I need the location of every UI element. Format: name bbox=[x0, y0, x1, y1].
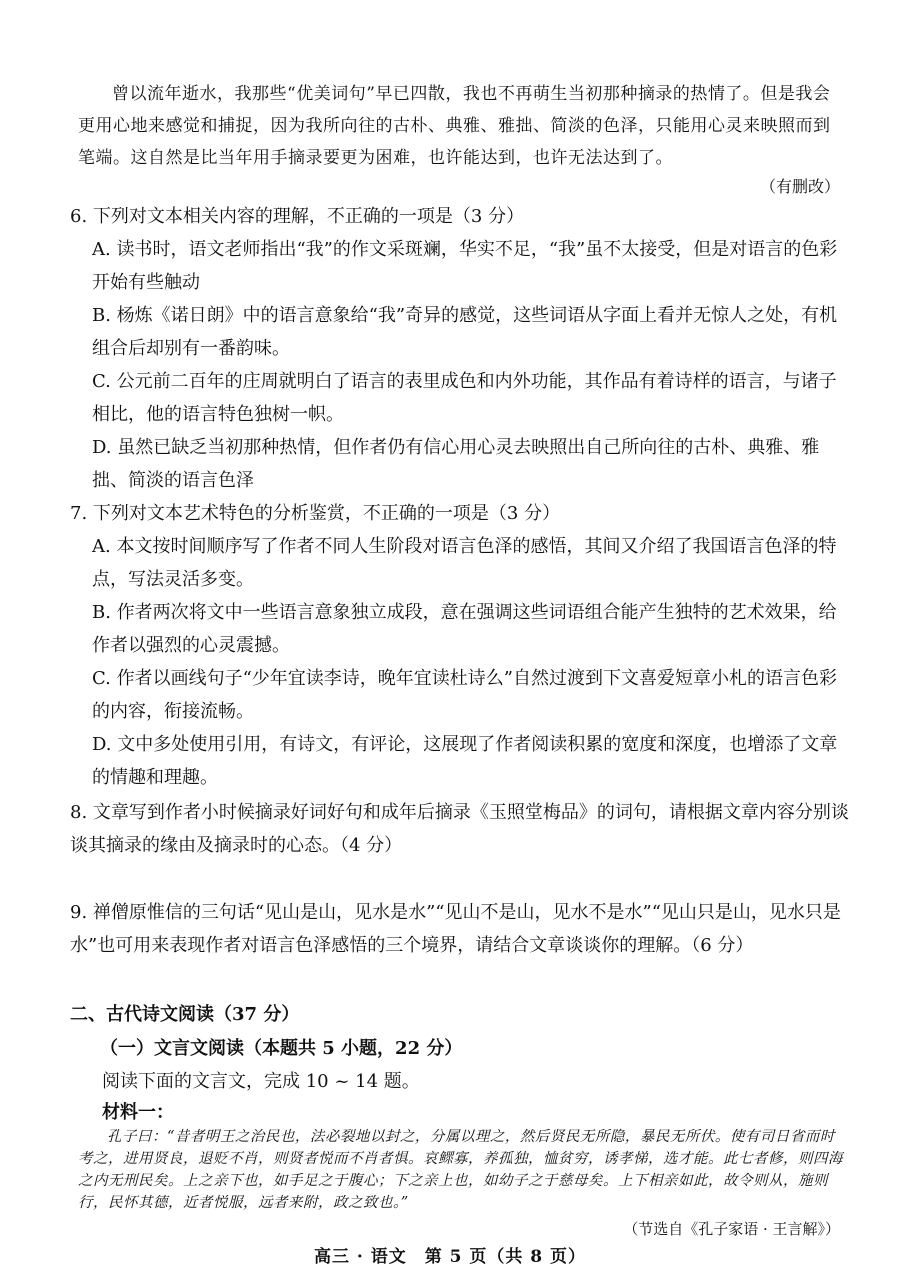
question-7-option-b: B. 作者两次将文中一些语言意象独立成段，意在强调这些词语组合能产生独特的艺术效果，给作者以强烈的心灵震撼。 bbox=[92, 602, 837, 656]
question-7-stem: 7. 下列对文本艺术特色的分析鉴赏，不正确的一项是（3 分） bbox=[70, 503, 561, 524]
question-6-stem: 6. 下列对文本相关内容的理解，不正确的一项是（3 分） bbox=[70, 206, 525, 227]
material-1-source: （节选自《孔子家语 · 王言解》） bbox=[623, 1220, 840, 1238]
material-1-text: 孔子曰：“昔者明王之治民也，法必裂地以封之，分属以理之，然后贤民无所隐，暴民无所伏。使有司日省而时考之，进用贤良，退贬不肖，则贤者悦而不肖者惧。哀鳏寡，养孤独，恤贫穷，诱孝悌，选才能。此七者修，则四海之内无刑民矣。上之亲下也，如手足之于腹心；下之亲上也，如幼子之于慈母矣。上下相亲如此，故令则从，施则行，民怀其德，近者悦服，远者来附，政之致也。” bbox=[78, 1129, 843, 1211]
question-6-option-d: D. 虽然已缺乏当初那种热情，但作者仍有信心用心灵去映照出自己所向往的古朴、典雅、雅拙、简淡的语言色泽 bbox=[92, 437, 820, 491]
question-8-stem: 8. 文章写到作者小时候摘录好词好句和成年后摘录《玉照堂梅品》的词句，请根据文章内容分别谈谈其摘录的缘由及摘录时的心态。（4 分） bbox=[70, 802, 849, 856]
question-6-option-c: C. 公元前二百年的庄周就明白了语言的表里成色和内外功能，其作品有着诗样的语言，与诸子相比，他的语言特色独树一帜。 bbox=[92, 371, 837, 425]
section-2-instruction: 阅读下面的文言文，完成 10 ~ 14 题。 bbox=[102, 1071, 420, 1092]
passage-source-note: （有删改） bbox=[759, 177, 840, 196]
passage-tail-paragraph: 曾以流年逝水，我那些“优美词句”早已四散，我也不再萌生当初那种摘录的热情了。但是我会更用心地来感觉和捕捉，因为我所向往的古朴、典雅、雅拙、简淡的色泽，只能用心灵来映照而到笔端。这自然是比当年用手摘录要更为困难，也许能达到，也许无法达到了。 bbox=[78, 84, 831, 168]
section-2-title: 二、古代诗文阅读（37 分） bbox=[70, 1004, 300, 1025]
question-7-option-a: A. 本文按时间顺序写了作者不同人生阶段对语言色泽的感悟，其间又介绍了我国语言色泽的特点，写法灵活多变。 bbox=[92, 536, 837, 590]
material-1-label: 材料一： bbox=[102, 1102, 174, 1123]
question-7-option-c: C. 作者以画线句子“少年宜读李诗，晚年宜读杜诗么”自然过渡到下文喜爱短章小札的语言色彩的内容，衔接流畅。 bbox=[92, 668, 837, 722]
question-6-option-b: B. 杨炼《诺日朗》中的语言意象给“我”奇异的感觉，这些词语从字面上看并无惊人之处，有机组合后却别有一番韵味。 bbox=[92, 305, 838, 359]
question-9-stem: 9. 禅僧原惟信的三句话“见山是山，见水是水”“见山不是山，见水不是水”“见山只是山，见水只是水”也可用来表现作者对语言色泽感悟的三个境界，请结合文章谈谈你的理解。（6 分） bbox=[70, 902, 841, 956]
page-footer: 高三 · 语文 第 5 页（共 8 页） bbox=[313, 1247, 587, 1267]
section-2-subtitle: （一）文言文阅读（本题共 5 小题，22 分） bbox=[100, 1038, 463, 1059]
question-7-option-d: D. 文中多处使用引用，有诗文，有评论，这展现了作者阅读积累的宽度和深度，也增添了文章的情趣和理趣。 bbox=[92, 734, 838, 788]
question-6-option-a: A. 读书时，语文老师指出“我”的作文采斑斓，华实不足，“我”虽不太接受，但是对语言的色彩开始有些触动 bbox=[92, 239, 838, 293]
